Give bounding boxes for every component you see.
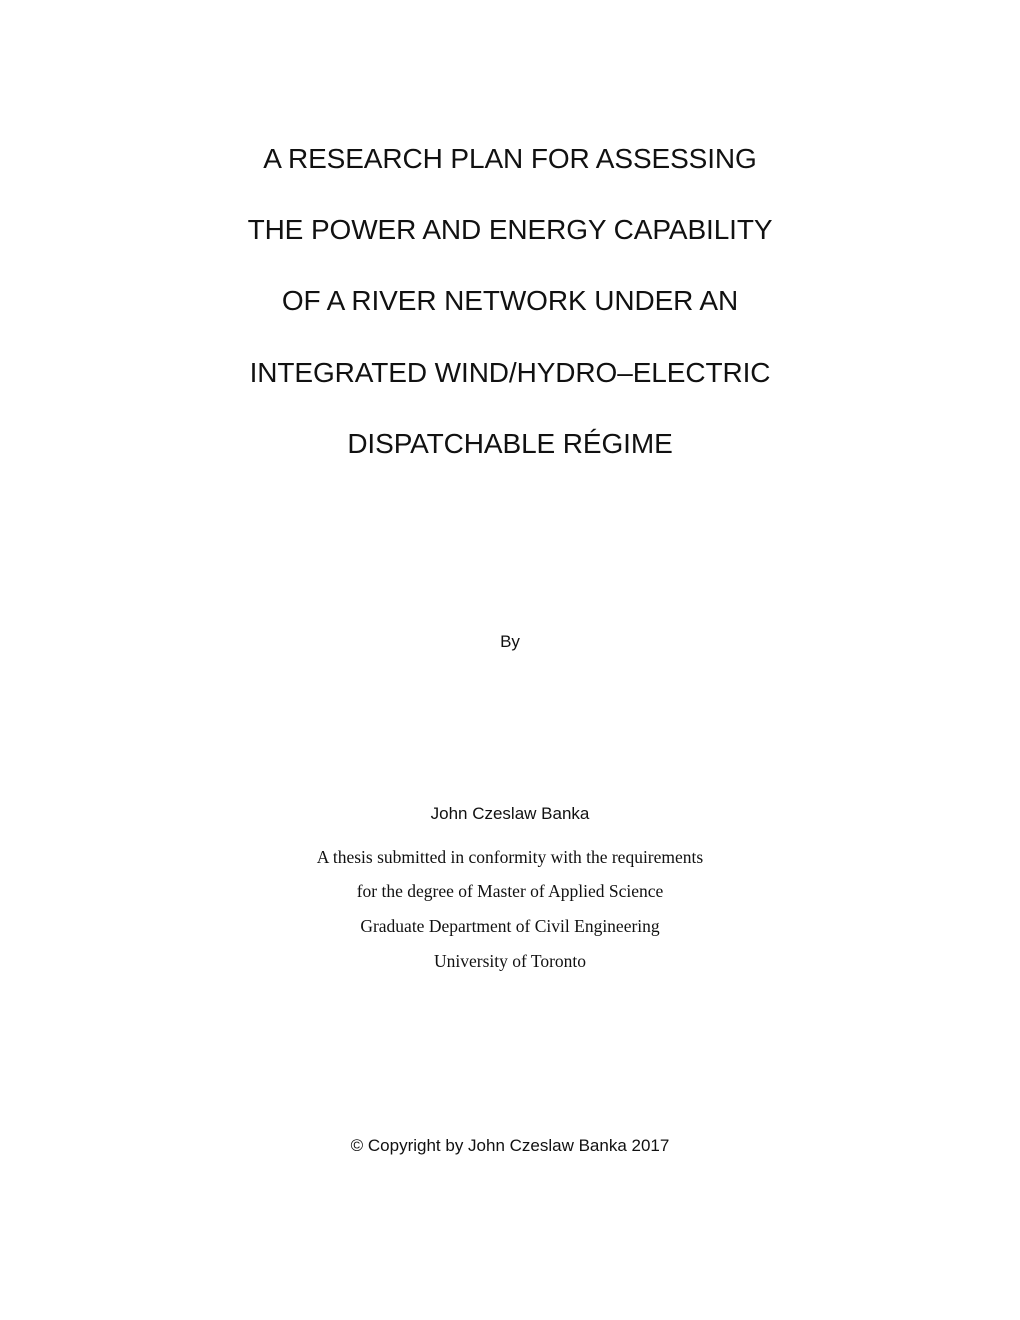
submission-line-1: A thesis submitted in conformity with the requirements [316, 847, 704, 867]
submission-line-4: University of Toronto [433, 951, 587, 971]
title-line-1: A RESEARCH PLAN FOR ASSESSING [263, 143, 757, 174]
submission-line-3: Graduate Department of Civil Engineering [360, 916, 660, 936]
title-line-2: THE POWER AND ENERGY CAPABILITY [247, 214, 773, 245]
by-label: By [500, 632, 520, 651]
author-name: John Czeslaw Banka [430, 804, 590, 823]
submission-line-2: for the degree of Master of Applied Science [356, 881, 664, 901]
title-line-5: DISPATCHABLE RÉGIME [347, 428, 673, 459]
title-line-3: OF A RIVER NETWORK UNDER AN [281, 285, 739, 316]
copyright-notice: © Copyright by John Czeslaw Banka 2017 [350, 1136, 670, 1155]
title-line-4: INTEGRATED WIND/HYDRO–ELECTRIC [249, 357, 771, 388]
